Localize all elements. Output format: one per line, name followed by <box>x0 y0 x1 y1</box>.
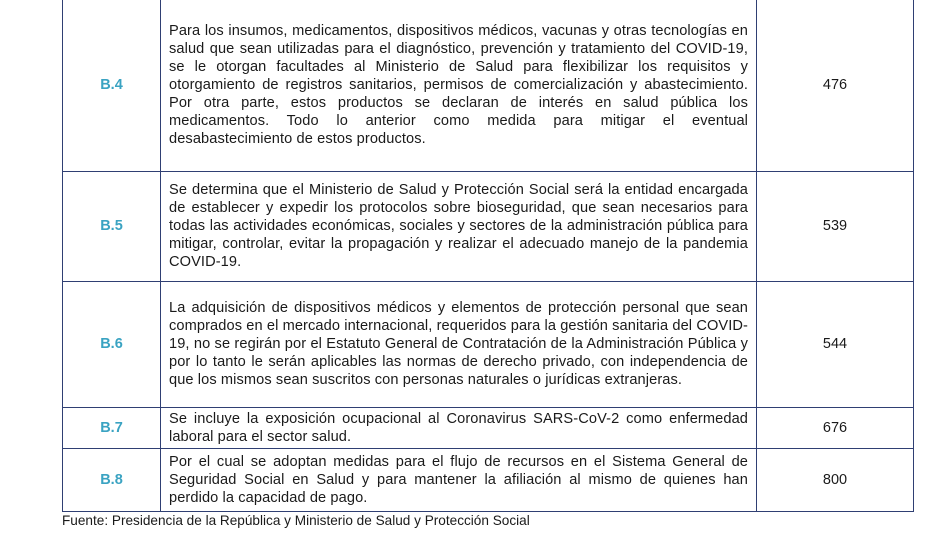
decrees-table <box>62 0 914 512</box>
row-description: La adquisición de dispositivos médicos y elementos de protección personal que sean comprados en el mercado internacional, requeridos para la gestión sanitaria del COVID-19, no se regirán por el Estatuto General de Contratación de la Administración Pública y por lo tanto le serán aplicables las normas de derecho privado, con independencia de que los mismos sean suscritos con personas naturales o jurídicas extranjeras. <box>161 281 757 407</box>
row-number: 676 <box>757 407 914 448</box>
row-description: Se incluye la exposición ocupacional al Coronavirus SARS-CoV-2 como enfermedad laboral para el sector salud. <box>161 407 757 448</box>
table-row <box>63 281 914 407</box>
row-description: Se determina que el Ministerio de Salud y Protección Social será la entidad encargada de establecer y expedir los protocolos sobre bioseguridad, que sean necesarios para todas las actividades económicas, sociales y sectores de la administración pública para mitigar, controlar, evitar la propagación y realizar el adecuado manejo de la pandemia COVID-19. <box>161 171 757 281</box>
table-row <box>63 407 914 448</box>
source-note: Fuente: Presidencia de la República y Ministerio de Salud y Protección Social <box>62 513 530 528</box>
row-description: Para los insumos, medicamentos, dispositivos médicos, vacunas y otras tecnologías en salud que sean utilizadas para el diagnóstico, prevención y tratamiento del COVID-19, se le otorgan facultades al Ministerio de Salud para flexibilizar los requisitos y otorgamiento de registros sanitarios, permisos de comercialización y abastecimiento. Por otra parte, estos productos se declaran de interés en salud pública los medicamentos. Todo lo anterior como medida para mitigar el eventual desabastecimiento de estos productos. <box>161 0 757 171</box>
table-row <box>63 448 914 511</box>
row-description: Por el cual se adoptan medidas para el flujo de recursos en el Sistema General de Seguridad Social en Salud y para mantener la afiliación al mismo de quienes han perdido la capacidad de pago. <box>161 448 757 511</box>
row-number: 476 <box>757 0 914 171</box>
table-row <box>63 0 914 171</box>
row-number: 544 <box>757 281 914 407</box>
row-number: 800 <box>757 448 914 511</box>
row-number: 539 <box>757 171 914 281</box>
row-code: B.7 <box>63 407 161 448</box>
table-row <box>63 171 914 281</box>
row-code: B.6 <box>63 281 161 407</box>
row-code: B.4 <box>63 0 161 171</box>
row-code: B.5 <box>63 171 161 281</box>
row-code: B.8 <box>63 448 161 511</box>
